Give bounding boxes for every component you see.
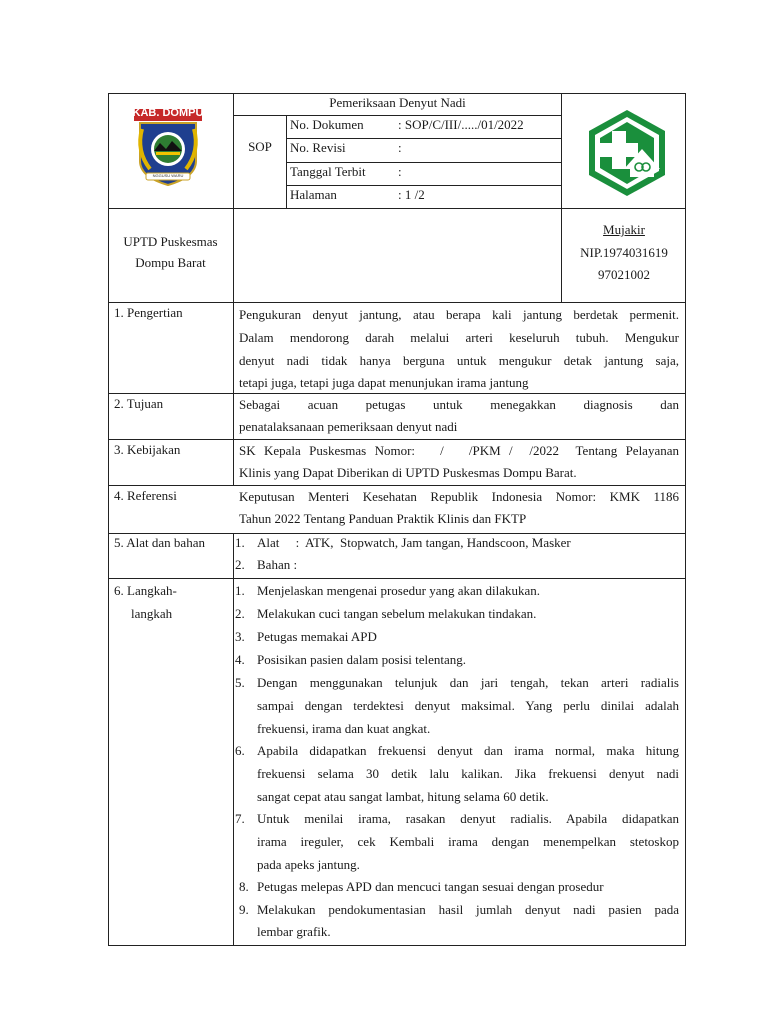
section-label-kebijakan: 3. Kebijakan [114, 442, 181, 457]
alat-text-1: Alat : ATK, Stopwatch, Jam tangan, Handscoon, Masker [257, 535, 571, 550]
step-num-9: 9. [239, 902, 249, 917]
referensi-line-1: Keputusan Menteri Kesehatan Republik Indonesia Nomor: KMK 1186 [239, 489, 679, 504]
step-num-8: 8. [239, 879, 249, 894]
field-label-tanggal-terbit: Tanggal Terbit [290, 164, 366, 179]
org-name-line2: Dompu Barat [135, 255, 206, 270]
sop-document [108, 93, 686, 946]
field-value-tanggal-terbit: : [398, 164, 402, 179]
kebijakan-line-1: SK Kepala Puskesmas Nomor: / /PKM / /2022 Tentang Pelayanan [239, 443, 679, 458]
alat-num-1: 1. [235, 535, 245, 550]
border-bottom [108, 945, 686, 946]
step-5-line-3: frekuensi, irama dan kuat angkat. [257, 721, 431, 736]
signer-nip-line2: 97021002 [598, 267, 650, 282]
signer-name: Mujakir [603, 222, 645, 237]
org-name-line1: UPTD Puskesmas [123, 234, 218, 249]
header-bottom-line [108, 208, 686, 209]
signer-nip-line1: NIP.1974031619 [580, 245, 668, 260]
tujuan-line-1: Sebagai acuan petugas untuk menegakkan diagnosis dan [239, 397, 679, 412]
step-num-2: 2. [235, 606, 245, 621]
logo-regency-text: KAB. DOMPU [132, 107, 204, 119]
step-num-1: 1. [235, 583, 245, 598]
sop-label: SOP [248, 139, 272, 154]
step-num-7: 7. [235, 811, 245, 826]
step-5-line-1: Dengan menggunakan telunjuk dan jari tengah, tekan arteri radialis [257, 675, 679, 690]
section-label-alat: 5. Alat dan bahan [114, 535, 205, 550]
document-title: Pemeriksaan Denyut Nadi [329, 95, 466, 110]
step-8-line-1: Petugas melepas APD dan mencuci tangan sesuai dengan prosedur [257, 879, 604, 894]
step-3-line-1: Petugas memakai APD [257, 629, 377, 644]
step-6-line-2: frekuensi selama 30 detik lalu kalikan. Jika frekuensi denyut nadi [257, 766, 679, 781]
field-value-halaman: : 1 /2 [398, 187, 425, 202]
tujuan-line-2: penatalaksanaan pemeriksaan denyut nadi [239, 419, 458, 434]
field-label-no-revisi: No. Revisi [290, 140, 346, 155]
step-6-line-1: Apabila didapatkan frekuensi denyut dan irama normal, maka hitung [257, 743, 679, 758]
border-left [108, 93, 109, 946]
logo-motto-text: NGGUSU WARU [152, 173, 184, 178]
step-7-line-1: Untuk menilai irama, rasakan denyut radialis. Apabila didapatkan [257, 811, 679, 826]
section-label-referensi: 4. Referensi [114, 488, 177, 503]
alat-num-2: 2. [235, 557, 245, 572]
step-num-6: 6. [235, 743, 245, 758]
step-num-3: 3. [235, 629, 245, 644]
pengertian-line-3: denyut nadi tidak hanya berguna untuk mengukur detak jantung saja, [239, 353, 679, 368]
section-label-pengertian: 1. Pengertian [114, 305, 183, 320]
referensi-line-2: Tahun 2022 Tentang Panduan Praktik Klinis dan FKTP [239, 511, 527, 526]
pengertian-line-1: Pengukuran denyut jantung, atau berapa kali jantung berdetak permenit. [239, 307, 679, 322]
step-1-line-1: Menjelaskan mengenai prosedur yang akan dilakukan. [257, 583, 541, 598]
pengertian-line-2: Dalam mendorong darah melalui arteri keseluruh tubuh. Mengukur [239, 330, 679, 345]
step-num-4: 4. [235, 652, 245, 667]
field-value-no-revisi: : [398, 140, 402, 155]
kebijakan-line-2: Klinis yang Dapat Diberikan di UPTD Puskesmas Dompu Barat. [239, 465, 577, 480]
puskesmas-logo-icon [582, 107, 672, 199]
section-label-langkah-2: langkah [131, 606, 173, 621]
step-9-line-2: lembar grafik. [257, 924, 331, 939]
step-7-line-3: pada apeks jantung. [257, 857, 360, 872]
pengertian-line-4: tetapi juga, tetapi juga dapat menunjukan irama jantung [239, 375, 529, 390]
step-5-line-2: sampai dengan terdektesi denyut maksimal. Yang perlu dinilai adalah [257, 698, 679, 713]
step-4-line-1: Posisikan pasien dalam posisi telentang. [257, 652, 467, 667]
field-value-no-dokumen: : SOP/C/III/...../01/2022 [398, 117, 524, 132]
field-label-no-dokumen: No. Dokumen [290, 117, 364, 132]
section-label-langkah-1: 6. Langkah- [114, 583, 177, 598]
section-label-tujuan: 2. Tujuan [114, 396, 164, 411]
step-6-line-3: sangat cepat atau sangat lambat, hitung selama 60 detik. [257, 789, 549, 804]
step-7-line-2: irama ireguler, cek Kembali irama dengan menempelkan stetoskop [257, 834, 679, 849]
alat-text-2: Bahan : [257, 557, 298, 572]
col-divider-left-lower [233, 533, 234, 946]
step-2-line-1: Melakukan cuci tangan sebelum melakukan tindakan. [257, 606, 537, 621]
step-9-line-1: Melakukan pendokumentasian hasil jumlah denyut nadi pasien pada [257, 902, 679, 917]
field-label-halaman: Halaman [290, 187, 337, 202]
step-num-5: 5. [235, 675, 245, 690]
